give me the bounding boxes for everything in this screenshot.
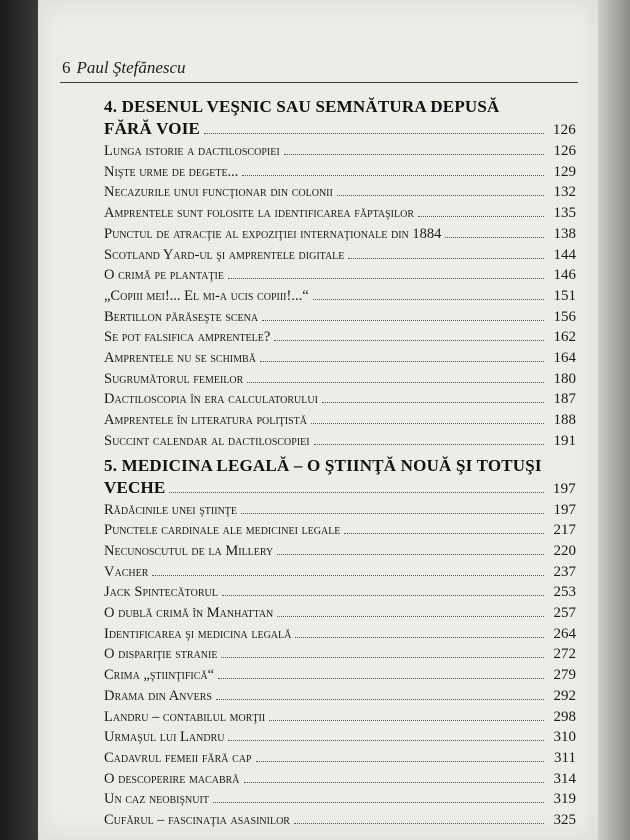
toc-entry-title: O dispariţie stranie (104, 646, 218, 663)
leader-dots (204, 119, 544, 134)
toc-entry-title: Scotland Yard-ul şi amprentele digitale (104, 246, 345, 263)
leader-dots (269, 707, 544, 720)
toc-entry-page: 311 (554, 749, 576, 766)
toc-entry-page: 292 (553, 687, 576, 704)
toc-entry (104, 182, 576, 203)
toc-entry-page: 187 (553, 391, 576, 408)
toc-entry (104, 307, 576, 328)
leader-dots (284, 142, 544, 155)
toc-entry (104, 203, 576, 224)
toc-entry-page: 272 (553, 646, 576, 663)
leader-dots (322, 390, 544, 403)
chapter-page-number: 197 (552, 480, 576, 497)
leader-dots (228, 266, 544, 279)
toc-entry-page: 220 (553, 542, 576, 559)
leader-dots (295, 624, 544, 637)
leader-dots (277, 542, 544, 555)
toc-entry-title: Cufărul – fascinaţia asasinilor (104, 812, 290, 829)
toc-entry-page: 188 (553, 412, 576, 429)
toc-entry-page: 138 (553, 225, 576, 242)
toc-entry-title: O dublă crimă în Manhattan (104, 605, 274, 622)
toc-entry (104, 644, 576, 665)
leader-dots (348, 245, 544, 258)
toc-entry-page: 217 (553, 522, 576, 539)
chapter-title-line2: VECHE (104, 477, 166, 497)
toc-entry-page: 197 (553, 501, 576, 518)
toc-entry-title: Se pot falsifica amprentele? (104, 329, 271, 346)
toc-entry-title: Bertillon părăseşte scena (104, 308, 259, 325)
leader-dots (218, 666, 544, 679)
toc-entry-title: Rădăcinile unei ştiinţe (104, 501, 238, 518)
toc-entry-title: Amprentele în literatura poliţistă (104, 412, 307, 429)
leader-dots (260, 349, 544, 362)
toc-entry-title: Succint calendar al dactiloscopiei (104, 432, 310, 449)
toc-entry (104, 286, 576, 307)
toc-entry-page: 144 (553, 246, 576, 263)
toc-entry-title: Necunoscutul de la Millery (104, 542, 274, 559)
toc-entry-page: 253 (553, 584, 576, 601)
leader-dots (221, 645, 544, 658)
leader-dots (242, 162, 544, 175)
toc-entry-title: Vacher (104, 563, 149, 580)
toc-entry (104, 500, 576, 521)
toc-entry (104, 665, 576, 686)
toc-entry-page: 151 (553, 287, 576, 304)
leader-dots (344, 521, 544, 534)
toc-entry-title: Punctele cardinale ale medicinei legale (104, 522, 341, 539)
toc-entry-title: Necazurile unui funcţionar din colonii (104, 184, 333, 201)
binding-shadow (0, 0, 38, 840)
toc-entry (104, 410, 576, 431)
toc-entry-title: Jack Spintecătorul (104, 584, 218, 601)
toc-entry-page: 279 (553, 667, 576, 684)
toc-entry-page: 264 (553, 625, 576, 642)
toc-entry (104, 245, 576, 266)
toc-entry-page: 132 (553, 184, 576, 201)
leader-dots (313, 287, 544, 300)
toc-entry-page: 156 (553, 308, 576, 325)
leader-dots (244, 769, 544, 782)
chapter-title-line1: 5. MEDICINA LEGALĂ – O ŞTIINŢĂ NOUĂ ŞI TOTUŞI (104, 455, 542, 475)
leader-dots (314, 432, 544, 445)
leader-dots (274, 328, 544, 341)
toc-entry (104, 810, 576, 831)
toc-entry-page: 164 (553, 350, 576, 367)
toc-entry-title: Nişte urme de degete... (104, 163, 239, 180)
toc-entry (104, 562, 576, 583)
toc-entry (104, 789, 576, 810)
leader-dots (256, 749, 544, 762)
toc-entry-title: Urmaşul lui Landru (104, 729, 225, 746)
toc-entry (104, 707, 576, 728)
toc-entry-page: 310 (553, 729, 576, 746)
toc-entry-title: Un caz neobişnuit (104, 791, 209, 808)
toc-entry-title: Crima „ştiinţifică“ (104, 667, 215, 684)
page-number: 6 (62, 58, 71, 77)
toc-entry-page: 126 (553, 143, 576, 159)
chapter-title-line2-row (104, 477, 576, 500)
toc-entry-page: 237 (553, 563, 576, 580)
toc-entry (104, 265, 576, 286)
toc-entry-title: Sugrumătorul femeilor (104, 370, 244, 387)
toc-entry (104, 686, 576, 707)
toc-entry-page: 319 (553, 791, 576, 808)
leader-dots (152, 562, 544, 575)
page-edge (598, 0, 630, 840)
toc-entry (104, 541, 576, 562)
toc-entry-title: O crimă pe plantaţie (104, 267, 224, 284)
toc-entry (104, 389, 576, 410)
leader-dots (311, 411, 544, 424)
toc-entry-page: 146 (553, 267, 576, 284)
toc-entry-title: Cadavrul femeii fără cap (104, 749, 252, 766)
toc-entry-page: 129 (553, 163, 576, 180)
toc-entry-title: Amprentele sunt folosite la identificarea făptaşilor (104, 205, 415, 222)
table-of-contents (104, 96, 576, 831)
toc-entry (104, 520, 576, 541)
toc-entry (104, 369, 576, 390)
leader-dots (241, 500, 544, 513)
leader-dots (222, 583, 544, 596)
chapter-title-line1: 4. DESENUL VEŞNIC SAU SEMNĂTURA DEPUSĂ (104, 97, 500, 116)
toc-entry-title: Landru – contabilul morţii (104, 708, 266, 725)
toc-entry-page: 191 (553, 432, 576, 449)
toc-entry-title: Amprentele nu se schimbă (104, 350, 256, 367)
leader-dots (216, 687, 544, 700)
toc-entry (104, 624, 576, 645)
running-header (62, 58, 186, 78)
leader-dots (247, 369, 544, 382)
toc-entry (104, 748, 576, 769)
leader-dots (169, 477, 544, 492)
toc-entry-title: Lunga istorie a dactiloscopiei (104, 143, 280, 159)
chapter-heading (104, 96, 576, 141)
leader-dots (294, 811, 544, 824)
toc-entry-page: 298 (553, 708, 576, 725)
leader-dots (337, 183, 544, 196)
toc-entry (104, 431, 576, 452)
toc-entry-title: Dactiloscopia în era calculatorului (104, 391, 318, 408)
toc-entry-page: 314 (553, 770, 576, 787)
leader-dots (445, 225, 544, 238)
chapter-page-number: 126 (552, 122, 576, 138)
chapter-heading (104, 455, 576, 500)
leader-dots (277, 604, 544, 617)
toc-entry (104, 224, 576, 245)
leader-dots (418, 204, 544, 217)
toc-entry-title: Identificarea şi medicina legală (104, 625, 292, 642)
author-name: Paul Ştefănescu (76, 58, 186, 77)
toc-entry (104, 582, 576, 603)
leader-dots (213, 790, 544, 803)
toc-entry-page: 325 (553, 812, 576, 829)
header-rule (60, 82, 578, 83)
chapter-title-line2: FĂRĂ VOIE (104, 119, 201, 138)
toc-entry (104, 727, 576, 748)
toc-entry-page: 257 (553, 605, 576, 622)
toc-entry (104, 603, 576, 624)
toc-entry-title: Drama din Anvers (104, 687, 212, 704)
toc-entry (104, 327, 576, 348)
toc-entry-title: „Copiii mei!... El mi-a ucis copiii!...“ (104, 287, 309, 304)
toc-entry-title: Punctul de atracţie al expoziţiei internaţionale din 1884 (104, 225, 442, 242)
chapter-title-line2-row (104, 118, 576, 141)
toc-entry-title: O descoperire macabră (104, 770, 240, 787)
toc-entry (104, 162, 576, 183)
toc-entry (104, 348, 576, 369)
toc-entry (104, 769, 576, 790)
toc-entry-page: 162 (553, 329, 576, 346)
leader-dots (262, 307, 544, 320)
toc-entry-page: 180 (553, 370, 576, 387)
toc-entry-page: 135 (553, 205, 576, 222)
leader-dots (228, 728, 544, 741)
toc-entry (104, 141, 576, 162)
